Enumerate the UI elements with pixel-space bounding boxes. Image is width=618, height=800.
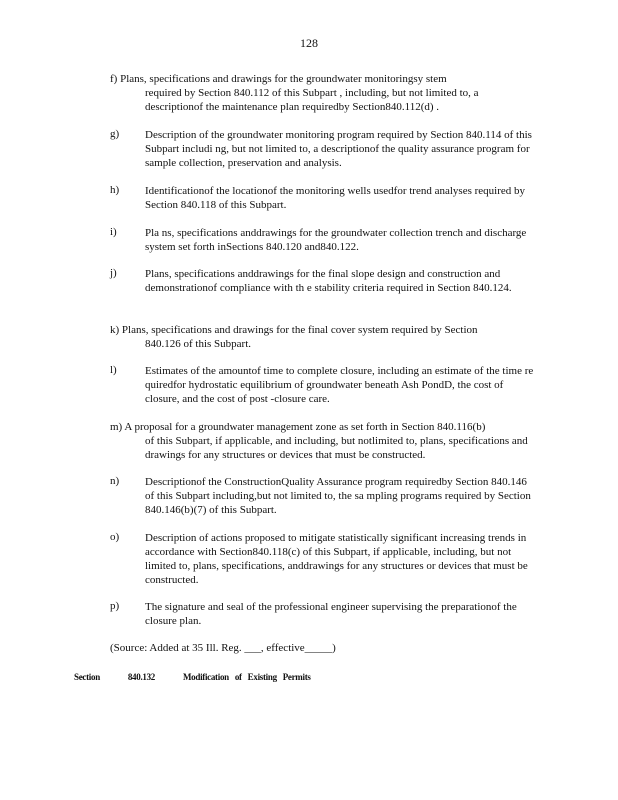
item-text-rest: of this Subpart, if applicable, and including, but notlimited to, plans, specifications and drawings for any structures or devices that must be constructed.	[145, 435, 528, 461]
item-text: Plans, specifications anddrawings for the final slope design and construction and demonstrationof compliance with th e stability criteria required in Section 840.124.	[145, 268, 512, 294]
item-letter: h)	[110, 184, 120, 196]
item-letter: j)	[110, 267, 117, 279]
list-item-i	[110, 226, 535, 254]
list-item-o	[110, 531, 535, 587]
list-item-j	[110, 267, 535, 295]
item-text: Pla ns, specifications anddrawings for the groundwater collection trench and discharge system set forth inSections 840.120 and840.122.	[145, 227, 527, 253]
item-letter: m)	[110, 421, 123, 433]
list-item-p	[110, 600, 535, 628]
item-text-rest: 840.126 of this Subpart.	[145, 338, 252, 350]
list-item-f	[110, 72, 535, 114]
section-heading	[74, 672, 333, 682]
item-text-first: Plans, specifications and drawings for the final cover system required by Section	[121, 324, 478, 336]
item-letter: g)	[110, 128, 120, 140]
list-item-k	[110, 323, 535, 351]
item-text: Description of the groundwater monitoring program required by Section 840.114 of this Subpart includi ng, but not limited to, a descriptionof the quality assurance program for sample collection, preservation and analysis.	[145, 129, 532, 169]
list-item-h	[110, 184, 535, 212]
item-text-first: A proposal for a groundwater management zone as set forth in Section 840.116(b)	[124, 421, 486, 433]
item-letter: f)	[110, 73, 118, 85]
item-letter: n)	[110, 475, 120, 487]
item-text-first: Plans, specifications and drawings for the groundwater monitoringsy stem	[120, 73, 447, 85]
item-text: Identificationof the locationof the monitoring wells usedfor trend analyses required by Section 840.118 of this Subpart.	[145, 185, 525, 211]
section-title: Modification of Existing Permits	[182, 672, 311, 682]
item-letter: p)	[110, 600, 120, 612]
source-note: (Source: Added at 35 Ill. Reg. ___, effective_____)	[110, 642, 336, 654]
item-text: The signature and seal of the professional engineer supervising the preparationof the closure plan.	[145, 601, 517, 627]
item-text-rest: required by Section 840.112 of this Subpart , including, but not limited to, a descriptionof the maintenance plan requiredby Section840.112(d) .	[145, 87, 479, 113]
item-letter: l)	[110, 364, 117, 376]
item-text: Estimates of the amountof time to complete closure, including an estimate of the time re quiredfor hydrostatic equilibrium of groundwater beneath Ash PondD, the cost of closure, and the cost of post -closure care.	[145, 365, 534, 405]
item-letter: k)	[110, 324, 120, 336]
list-item-l	[110, 364, 535, 406]
section-number: 840.132	[127, 672, 156, 682]
page-number: 128	[300, 36, 318, 50]
item-text: Descriptionof the ConstructionQuality Assurance program requiredby Section 840.146 of this Subpart including,but not limited to, the sa mpling programs required by Section 840.146(b)(7) of this Subpart.	[145, 476, 531, 516]
item-letter: i)	[110, 226, 117, 238]
list-item-n	[110, 475, 535, 517]
item-letter: o)	[110, 531, 120, 543]
section-label: Section	[74, 672, 100, 682]
list-item-g	[110, 128, 535, 170]
item-text: Description of actions proposed to mitigate statistically significant increasing trends in accordance with Section840.118(c) of this Subpart, if applicable, including, but not limited to, plans, specifications, anddrawings for any structures or devices that must be constructed.	[145, 532, 528, 586]
list-item-m	[110, 420, 535, 462]
